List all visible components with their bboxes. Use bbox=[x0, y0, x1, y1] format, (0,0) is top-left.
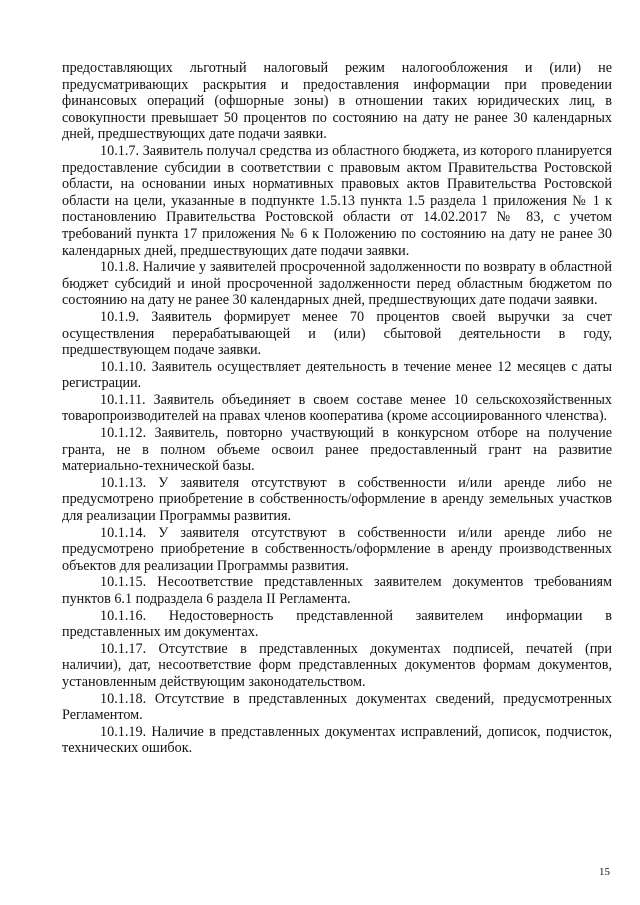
paragraph-10-1-8: 10.1.8. Наличие у заявителей просроченной задолженности по возврату в областной бюджет субсидий и иной просроченной задолженности перед областным бюджетом по состоянию на дату не ранее 30 календарных дней, предшествующих дате подачи заявки. bbox=[62, 259, 612, 309]
paragraph-10-1-16: 10.1.16. Недостоверность представленной заявителем информации в представленных им документах. bbox=[62, 607, 612, 641]
document-page bbox=[62, 60, 612, 757]
page-number: 15 bbox=[599, 866, 610, 878]
paragraph-10-1-19: 10.1.19. Наличие в представленных документах исправлений, дописок, подчисток, технических ошибок. bbox=[62, 723, 612, 757]
paragraph-10-1-11: 10.1.11. Заявитель объединяет в своем составе менее 10 сельскохозяйственных товаропроизводителей на правах членов кооператива (кроме ассоциированного членства). bbox=[62, 391, 612, 425]
paragraph-10-1-7: 10.1.7. Заявитель получал средства из областного бюджета, из которого планируется предоставление субсидии в соответствии с правовым актом Правительства Ростовской области, на основании иных нормативных правовых актов Правительства Ростовской области на цели, указанные в подпункте 1.5.13 пункта 1.5 раздела 1 приложения № 1 к постановлению Правительства Ростовской области от 14.02.2017 № 83, с учетом требований пункта 17 приложения № 6 к Положению по состоянию на дату не ранее 30 календарных дней, предшествующих дате подачи заявки. bbox=[62, 142, 612, 259]
paragraph-10-1-18: 10.1.18. Отсутствие в представленных документах сведений, предусмотренных Регламентом. bbox=[62, 690, 612, 724]
paragraph-continuation: предоставляющих льготный налоговый режим налогообложения и (или) не предусматривающих раскрытия и предоставления информации при проведении финансовых операций (офшорные зоны) в отношении таких юридических лиц, в совокупности превышает 50 процентов по состоянию на дату не ранее 30 календарных дней, предшествующих дате подачи заявки. bbox=[62, 60, 612, 143]
paragraph-10-1-9: 10.1.9. Заявитель формирует менее 70 процентов своей выручки за счет осуществления перерабатывающей и (или) сбытовой деятельности в году, предшествующем подаче заявки. bbox=[62, 308, 612, 359]
paragraph-10-1-14: 10.1.14. У заявителя отсутствуют в собственности и/или аренде либо не предусмотрено приобретение в собственность/оформление в аренду производственных объектов для реализации Программы развития. bbox=[62, 524, 612, 574]
paragraph-10-1-17: 10.1.17. Отсутствие в представленных документах подписей, печатей (при наличии), дат, несоответствие форм представленных документов формам документов, установленным действующим законодательством. bbox=[62, 640, 612, 690]
paragraph-10-1-12: 10.1.12. Заявитель, повторно участвующий в конкурсном отборе на получение гранта, не в полном объеме освоил ранее предоставленный грант на развитие материально-технической базы. bbox=[62, 425, 612, 475]
paragraph-10-1-13: 10.1.13. У заявителя отсутствуют в собственности и/или аренде либо не предусмотрено приобретение в собственность/оформление в аренду земельных участков для реализации Программы развития. bbox=[62, 474, 612, 525]
paragraph-10-1-10: 10.1.10. Заявитель осуществляет деятельность в течение менее 12 месяцев с даты регистрации. bbox=[62, 358, 612, 392]
paragraph-10-1-15: 10.1.15. Несоответствие представленных заявителем документов требованиям пунктов 6.1 подраздела 6 раздела II Регламента. bbox=[62, 574, 612, 607]
